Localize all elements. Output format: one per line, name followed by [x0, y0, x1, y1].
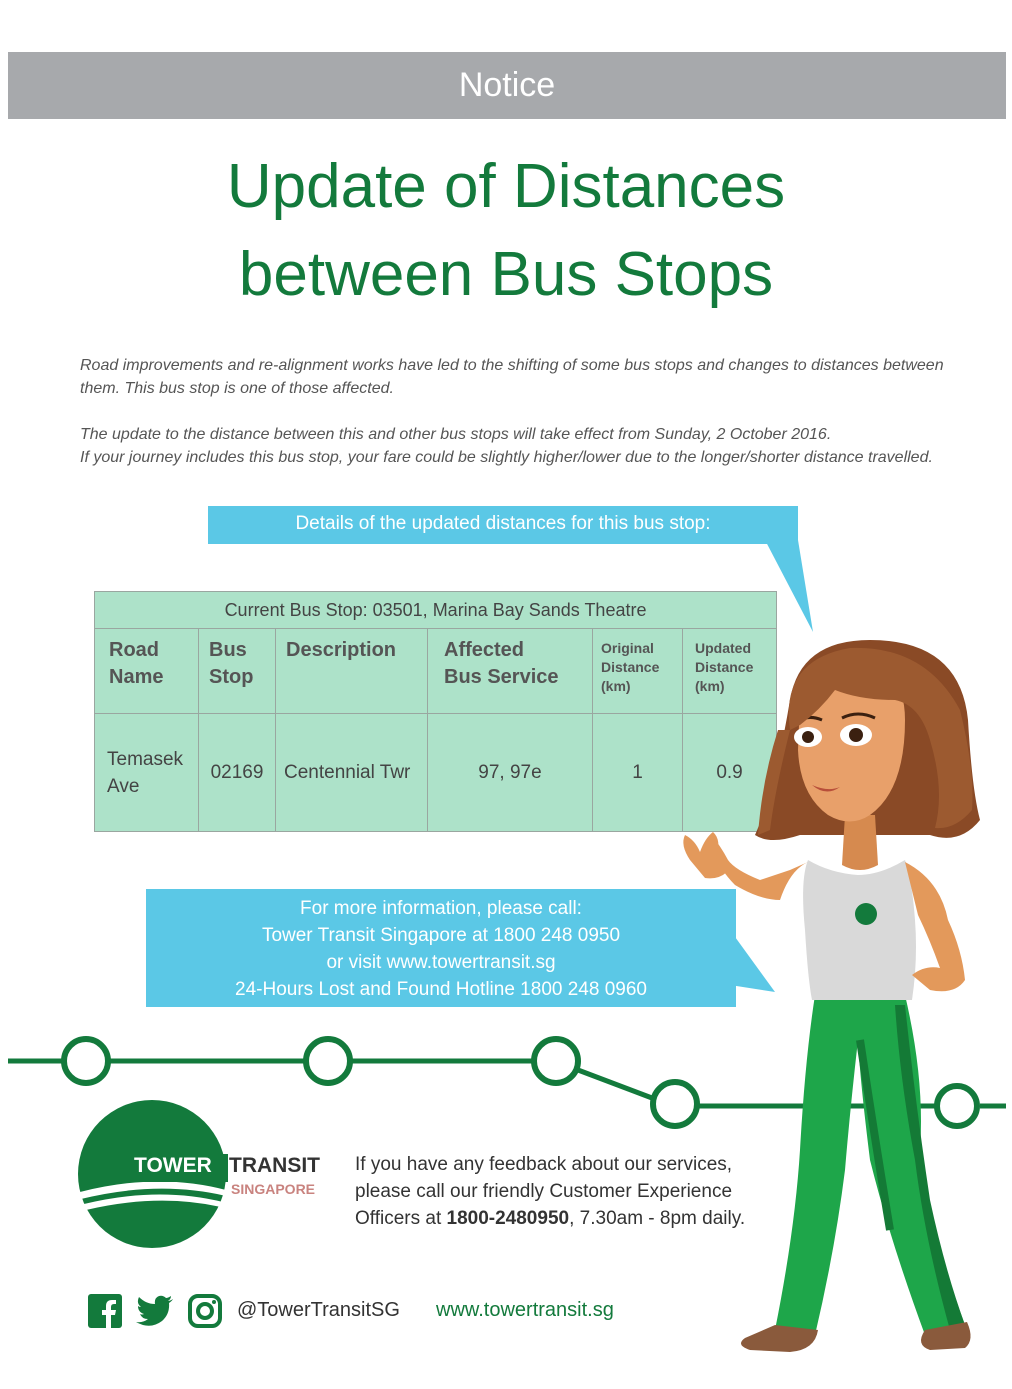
- page-title-line2: between Bus Stops: [238, 240, 774, 309]
- intro-paragraph-2-line1: The update to the distance between this and other bus stops will take effect from Sunday, 2 October 2016.: [80, 426, 832, 443]
- feedback-phone: 1800-2480950: [446, 1208, 570, 1229]
- tower-transit-logo: [78, 1100, 338, 1250]
- info-bubble-tail: [730, 930, 780, 1000]
- info-line-3: or visit www.towertransit.sg: [326, 952, 556, 973]
- info-line-1: For more information, please call:: [300, 898, 582, 919]
- details-bubble: [208, 506, 798, 544]
- cell-description: Centennial Twr: [276, 714, 428, 832]
- notice-label: Notice: [458, 66, 556, 104]
- instagram-icon[interactable]: [188, 1294, 222, 1328]
- table-caption: Current Bus Stop: 03501, Marina Bay Sands Theatre: [95, 592, 777, 629]
- header-description: Description: [276, 629, 428, 714]
- twitter-icon[interactable]: [136, 1294, 174, 1328]
- header-updated-distance: Updated Distance (km): [683, 629, 777, 714]
- intro-paragraph-2-line2: If your journey includes this bus stop, your fare could be slightly higher/lower due to the longer/shorter distance travelled.: [80, 449, 933, 466]
- page-title-line1: Update of Distances: [226, 152, 786, 221]
- social-handle[interactable]: @TowerTransitSG: [237, 1299, 400, 1321]
- website-link[interactable]: www.towertransit.sg: [436, 1299, 614, 1321]
- info-bubble: [146, 889, 736, 1007]
- logo-word-transit: TRANSIT: [229, 1154, 320, 1177]
- details-bubble-text: Details of the updated distances for this bus stop:: [295, 513, 711, 534]
- feedback-text: If you have any feedback about our services, please call our friendly Customer Experience Officers at 1800-2480950, 7.30am - 8pm daily.: [355, 1154, 746, 1229]
- cell-road-name: Temasek Ave: [95, 714, 199, 832]
- header-bus-stop: Bus Stop: [199, 629, 276, 714]
- intro-paragraph-2: [80, 423, 960, 469]
- header-original-distance: Original Distance (km): [593, 629, 683, 714]
- table-row: [95, 714, 777, 832]
- logo-word-singapore: SINGAPORE: [231, 1181, 316, 1197]
- notice-banner: [8, 52, 1006, 119]
- intro-paragraph-1: Road improvements and re-alignment works have led to the shifting of some bus stops and changes to distances between them. This bus stop is one of those affected.: [80, 357, 944, 397]
- cell-affected-service: 97, 97e: [428, 714, 593, 832]
- distance-table: [94, 591, 777, 832]
- cell-bus-stop: 02169: [199, 714, 276, 832]
- social-icons: [88, 1294, 222, 1328]
- info-line-4: 24-Hours Lost and Found Hotline 1800 248 0960: [235, 979, 647, 1000]
- facebook-icon[interactable]: [88, 1294, 122, 1328]
- logo-word-tower: TOWER: [134, 1154, 212, 1177]
- cell-updated-distance: 0.9: [683, 714, 777, 832]
- header-road-name: Road Name: [95, 629, 199, 714]
- cell-original-distance: 1: [593, 714, 683, 832]
- header-affected-bus-service: Affected Bus Service: [428, 629, 593, 714]
- info-line-2: Tower Transit Singapore at 1800 248 0950: [261, 925, 621, 946]
